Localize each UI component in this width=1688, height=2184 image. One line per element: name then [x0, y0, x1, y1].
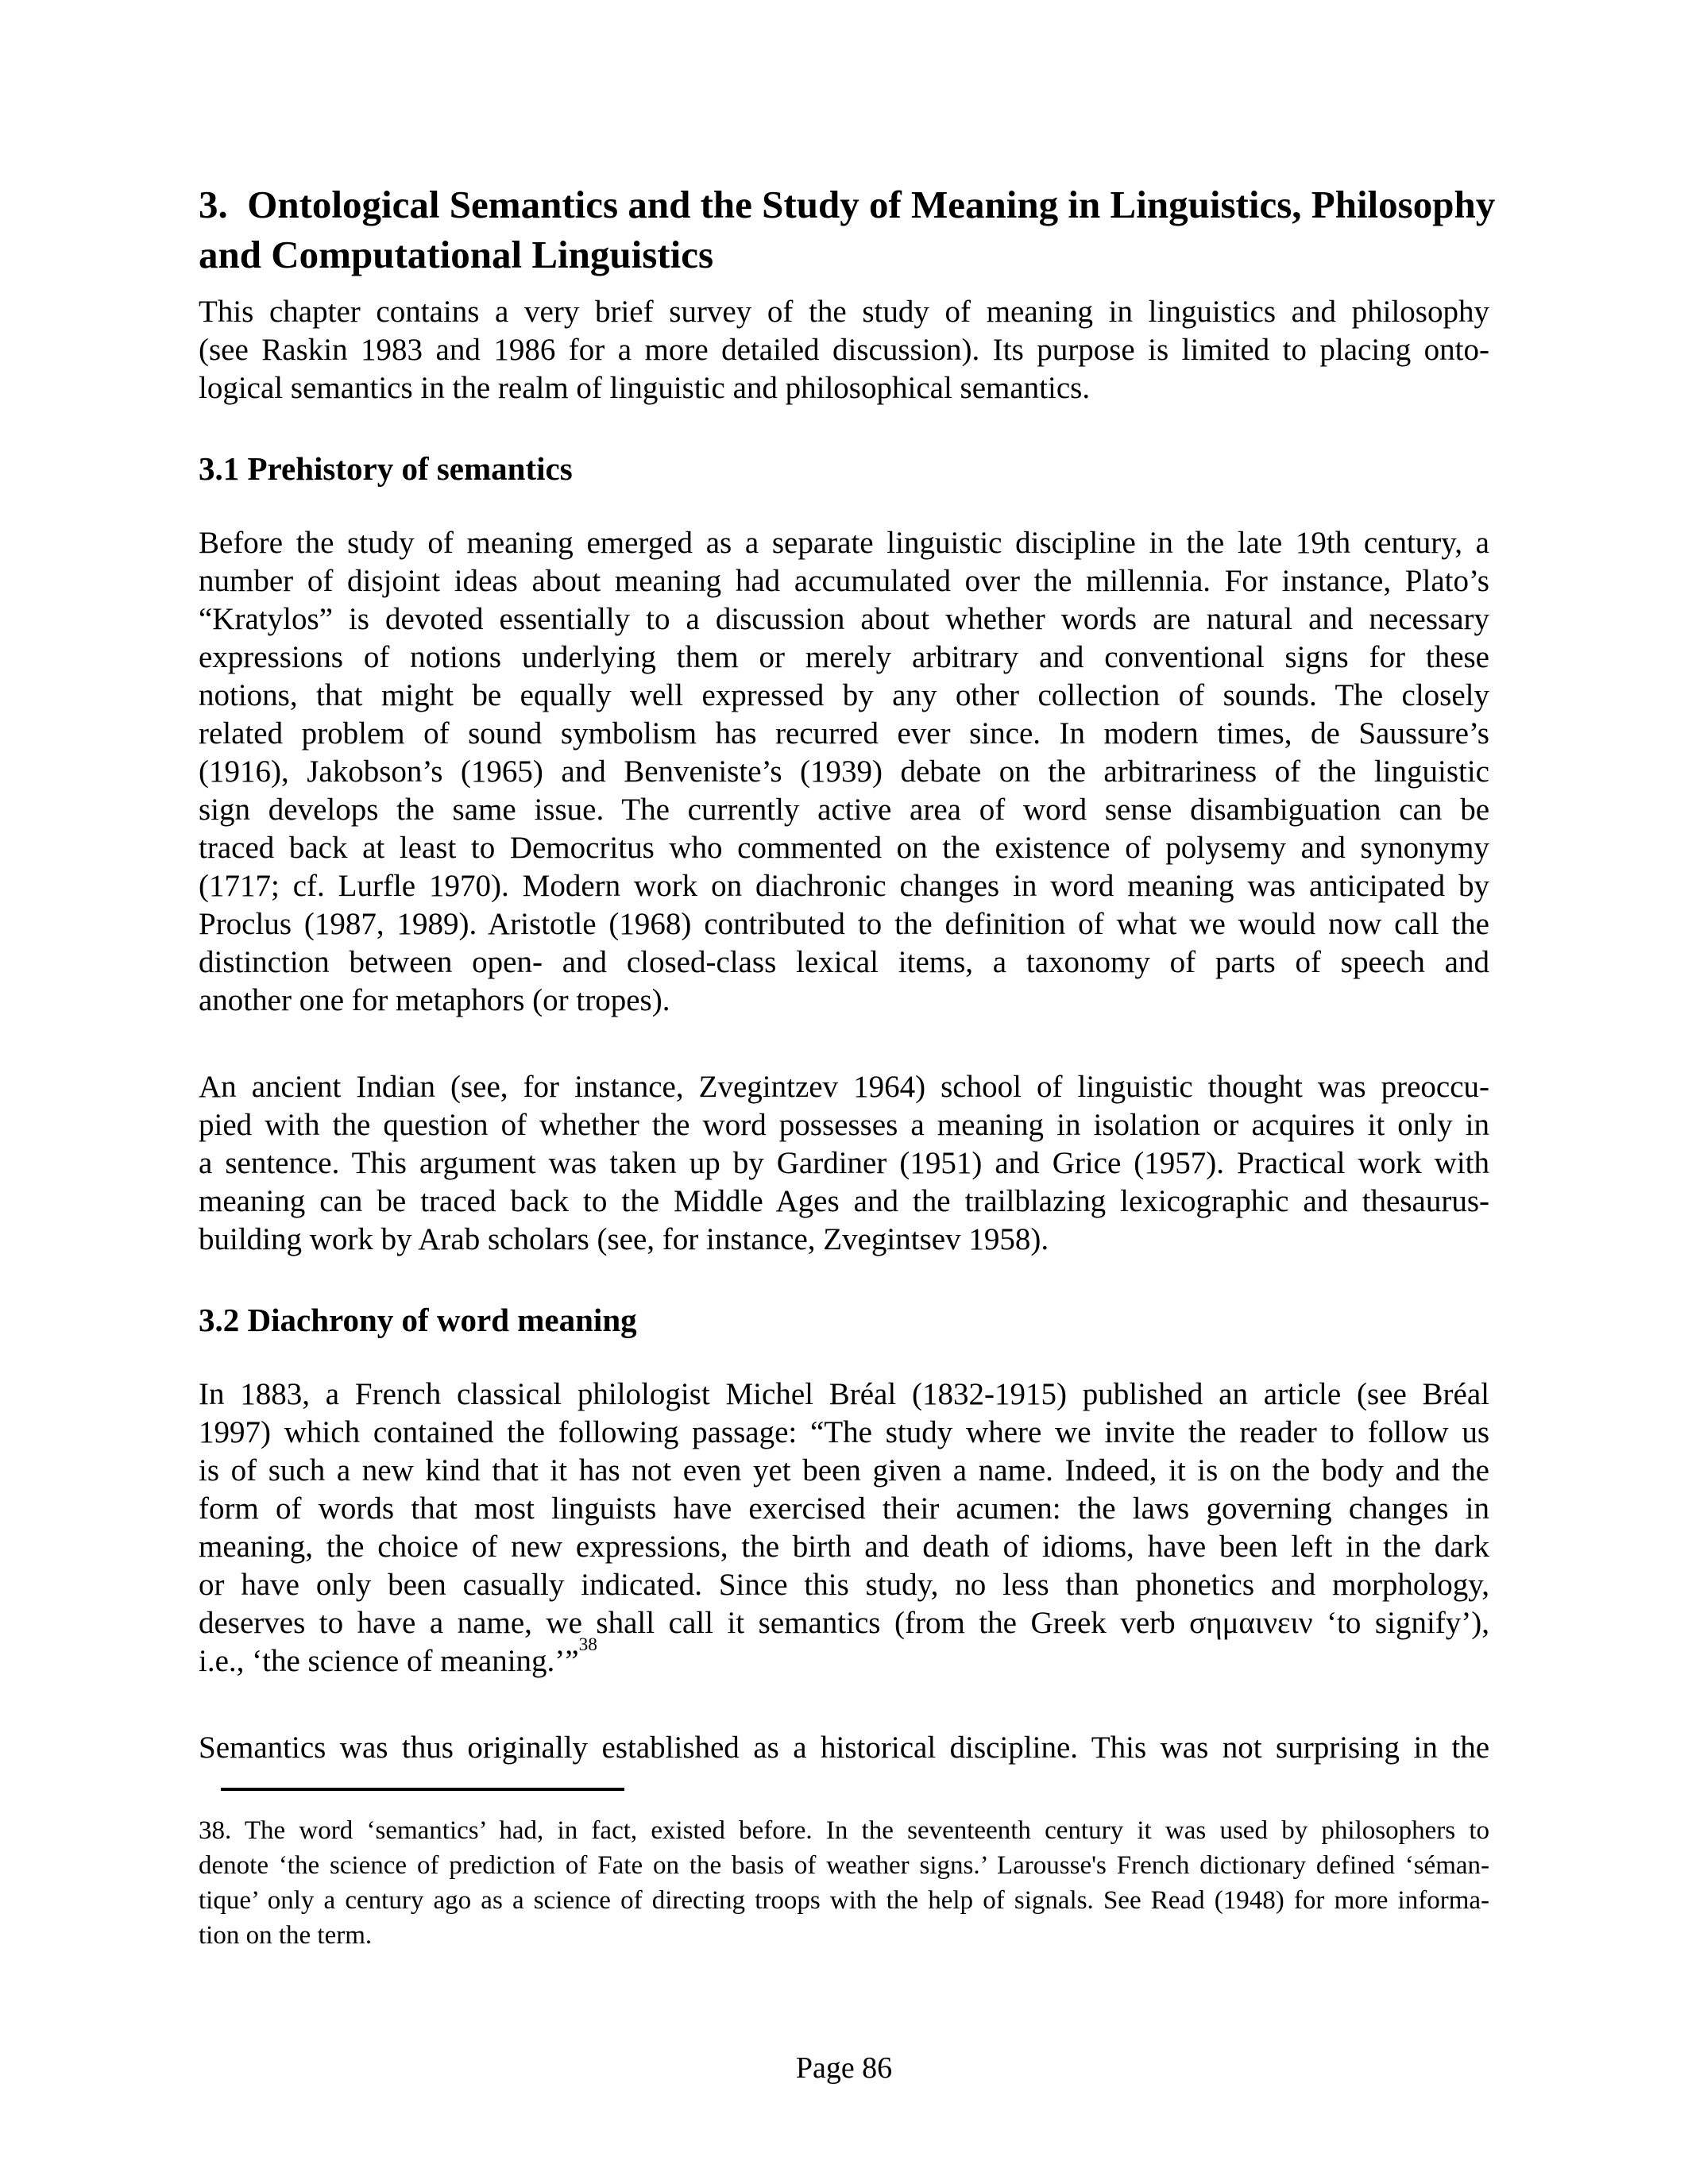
text-line: meaning can be traced back to the Middle Ages and the trailblazing lexicographic and thesaurus- — [199, 1184, 1489, 1218]
text-line: building work by Arab scholars (see, for instance, Zvegintsev 1958). — [199, 1222, 1049, 1256]
text-line: meaning, the choice of new expressions, the birth and death of idioms, have been left in the dark — [199, 1530, 1489, 1564]
text-line: number of disjoint ideas about meaning had accumulated over the millennia. For instance, Plato’s — [199, 564, 1489, 598]
chapter-heading-line: and Computational Linguistics — [199, 233, 714, 276]
footnote-separator — [221, 1788, 624, 1791]
text-line: expressions of notions underlying them or merely arbitrary and conventional signs for these — [199, 640, 1489, 674]
text-line: pied with the question of whether the word possesses a meaning in isolation or acquires it only in — [199, 1108, 1489, 1142]
text-line: (1717; cf. Lurfle 1970). Modern work on diachronic changes in word meaning was anticipated by — [199, 869, 1489, 903]
text-line: traced back at least to Democritus who commented on the existence of polysemy and synonymy — [199, 831, 1489, 865]
text-line: distinction between open- and closed-class lexical items, a taxonomy of parts of speech and — [199, 945, 1489, 979]
chapter-heading-line: 3. Ontological Semantics and the Study of Meaning in Linguistics, Philosophy — [199, 183, 1496, 226]
text-line: Before the study of meaning emerged as a separate linguistic discipline in the late 19th century, a — [199, 526, 1489, 560]
paragraph-diachrony-1 — [199, 1376, 1489, 1680]
intro-paragraph — [199, 293, 1489, 407]
text-line: tique’ only a century ago as a science of directing troops with the help of signals. See Read (1948) for more informa- — [199, 1886, 1489, 1915]
text-line: Proclus (1987, 1989). Aristotle (1968) contributed to the definition of what we would now call the — [199, 907, 1489, 941]
paragraph-closing — [199, 1729, 1489, 1767]
text-line: tion on the term. — [199, 1921, 373, 1950]
text-line: An ancient Indian (see, for instance, Zvegintzev 1964) school of linguistic thought was preoccu- — [199, 1070, 1489, 1104]
page-number: Page 86 — [795, 2051, 893, 2085]
text-line: or have only been casually indicated. Since this study, no less than phonetics and morphology, — [199, 1568, 1489, 1602]
text-line: another one for metaphors (or tropes). — [199, 983, 670, 1017]
text-line: notions, that might be equally well expressed by any other collection of sounds. The closely — [199, 678, 1489, 712]
text-line: (see Raskin 1983 and 1986 for a more detailed discussion). Its purpose is limited to placing onto- — [199, 333, 1489, 367]
text-line: “Kratylos” is devoted essentially to a discussion about whether words are natural and necessary — [199, 602, 1489, 636]
footnote-reference-superscript: 38 — [578, 1634, 597, 1656]
text-line: denote ‘the science of prediction of Fate on the basis of weather signs.’ Larousse's French dictionary defined ‘séman- — [199, 1851, 1489, 1880]
text-line: 1997) which contained the following passage: “The study where we invite the reader to follow us — [199, 1415, 1489, 1449]
text-line: is of such a new kind that it has not even yet been given a name. Indeed, it is on the body and the — [199, 1453, 1489, 1488]
text-line: sign develops the same issue. The currently active area of word sense disambiguation can be — [199, 793, 1489, 827]
footnote — [199, 1813, 1489, 1953]
text-line: In 1883, a French classical philologist Michel Bréal (1832-1915) published an article (see Bréal — [199, 1377, 1489, 1411]
section-heading: 3.2 Diachrony of word meaning — [199, 1302, 637, 1338]
text-line: a sentence. This argument was taken up by Gardiner (1951) and Grice (1957). Practical work with — [199, 1146, 1489, 1180]
text-line: deserves to have a name, we shall call it semantics (from the Greek verb σημαινειν ‘to signify’), — [199, 1606, 1489, 1640]
paragraph-prehistory-1 — [199, 524, 1489, 1020]
chapter-heading — [199, 179, 1496, 280]
paragraph-prehistory-2 — [199, 1068, 1489, 1259]
text-line: This chapter contains a very brief survey of the study of meaning in linguistics and philosophy — [199, 295, 1489, 329]
text-line: form of words that most linguists have exercised their acumen: the laws governing changes in — [199, 1491, 1489, 1526]
text-line: (1916), Jakobson’s (1965) and Benveniste’s (1939) debate on the arbitrariness of the linguistic — [199, 754, 1489, 789]
section-heading: 3.1 Prehistory of semantics — [199, 450, 573, 487]
text-line: i.e., ‘the science of meaning.’”$^{38}$ — [199, 1634, 597, 1678]
text-line: 38. The word ‘semantics’ had, in fact, existed before. In the seventeenth century it was used by philosophers to — [199, 1816, 1489, 1845]
text-line: logical semantics in the realm of linguistic and philosophical semantics. — [199, 371, 1091, 405]
document-body — [199, 293, 1489, 1767]
text-line: related problem of sound symbolism has recurred ever since. In modern times, de Saussure’s — [199, 716, 1489, 751]
text-line: Semantics was thus originally established as a historical discipline. This was not surprising in the — [199, 1731, 1489, 1765]
